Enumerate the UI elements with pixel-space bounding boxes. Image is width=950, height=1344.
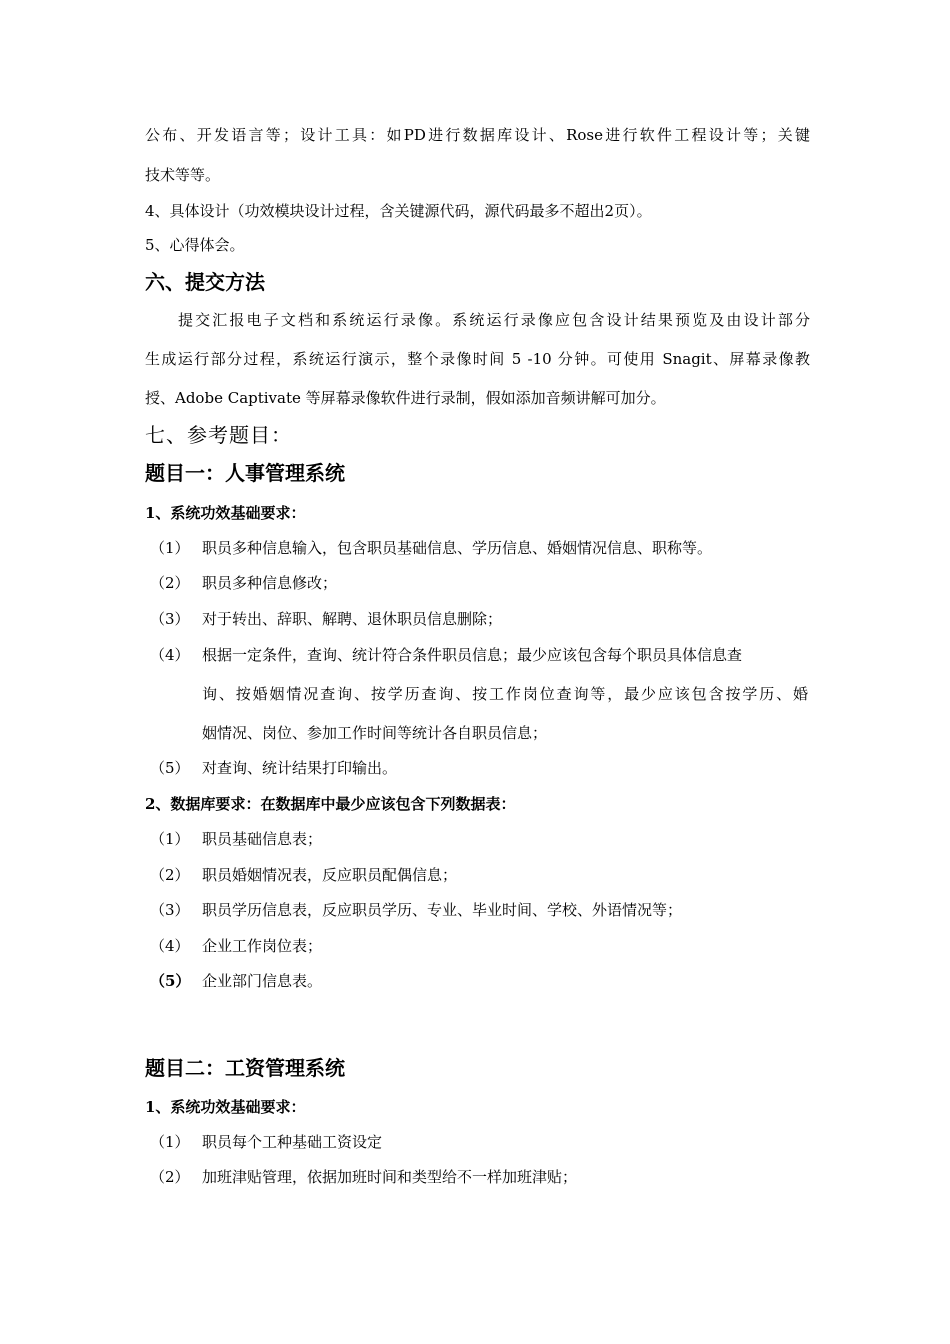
list-item-design: 4、具体设计（功效模块设计过程，含关键源代码，源代码最多不超出2页）。	[145, 202, 652, 220]
list-text-continued: 姻情况、岗位、参加工作时间等统计各自职员信息；	[202, 724, 548, 742]
list-text: 职员多种信息修改；	[202, 574, 338, 592]
list-item-reflection: 5、心得体会。	[145, 236, 245, 254]
list-text: 职员基础信息表；	[202, 830, 323, 848]
list-text: 企业部门信息表。	[202, 972, 323, 990]
list-text: 对查询、统计结果打印输出。	[202, 759, 398, 777]
topic-title: 题目二：工资管理系统	[145, 1056, 345, 1080]
list-text-continued: 询、按婚姻情况查询、按学历查询、按工作岗位查询等，最少应该包含按学历、婚	[202, 685, 808, 703]
list-number: （4）	[150, 646, 190, 664]
paragraph-line: 公布、开发语言等；设计工具：如PD进行数据库设计、Rose进行软件工程设计等；关键	[145, 126, 810, 144]
topic-title: 题目一：人事管理系统	[145, 461, 345, 485]
list-text: 职员学历信息表，反应职员学历、专业、毕业时间、学校、外语情况等；	[202, 901, 683, 919]
list-number: （1）	[150, 539, 190, 557]
paragraph-line: 生成运行部分过程，系统运行演示，整个录像时间 5 -10 分钟。可使用 Snagit、屏幕录像教	[145, 350, 810, 368]
list-text: 根据一定条件，查询、统计符合条件职员信息；最少应该包含每个职员具体信息查	[202, 646, 743, 664]
list-text: 职员每个工种基础工资设定	[202, 1133, 383, 1151]
paragraph-line: 提交汇报电子文档和系统运行录像。系统运行录像应包含设计结果预览及由设计部分	[178, 311, 810, 329]
list-number: （2）	[150, 574, 190, 592]
list-text: 加班津贴管理，依据加班时间和类型给不一样加班津贴；	[202, 1168, 578, 1186]
list-number: （5）	[150, 759, 190, 777]
list-number: （5）	[150, 972, 191, 990]
section-heading-submission: 六、提交方法	[145, 270, 265, 294]
list-text: 对于转出、辞职、解聘、退休职员信息删除；	[202, 610, 503, 628]
paragraph-line: 授、Adobe Captivate 等屏幕录像软件进行录制，假如添加音频讲解可加分。	[145, 389, 666, 407]
subheading-database-requirements: 2、数据库要求：在数据库中最少应该包含下列数据表：	[145, 795, 516, 813]
subheading-function-requirements: 1、系统功效基础要求：	[145, 1098, 306, 1116]
list-text: 企业工作岗位表；	[202, 937, 323, 955]
list-number: （1）	[150, 830, 190, 848]
section-heading-topics: 七、参考题目：	[145, 423, 292, 447]
paragraph-line: 技术等等。	[145, 166, 221, 184]
subheading-function-requirements: 1、系统功效基础要求：	[145, 504, 306, 522]
list-text: 职员多种信息输入，包含职员基础信息、学历信息、婚姻情况信息、职称等。	[202, 539, 713, 557]
list-number: （4）	[150, 937, 190, 955]
list-number: （3）	[150, 901, 190, 919]
list-number: （2）	[150, 866, 190, 884]
list-text: 职员婚姻情况表，反应职员配偶信息；	[202, 866, 458, 884]
list-number: （1）	[150, 1133, 190, 1151]
list-number: （3）	[150, 610, 190, 628]
list-number: （2）	[150, 1168, 190, 1186]
